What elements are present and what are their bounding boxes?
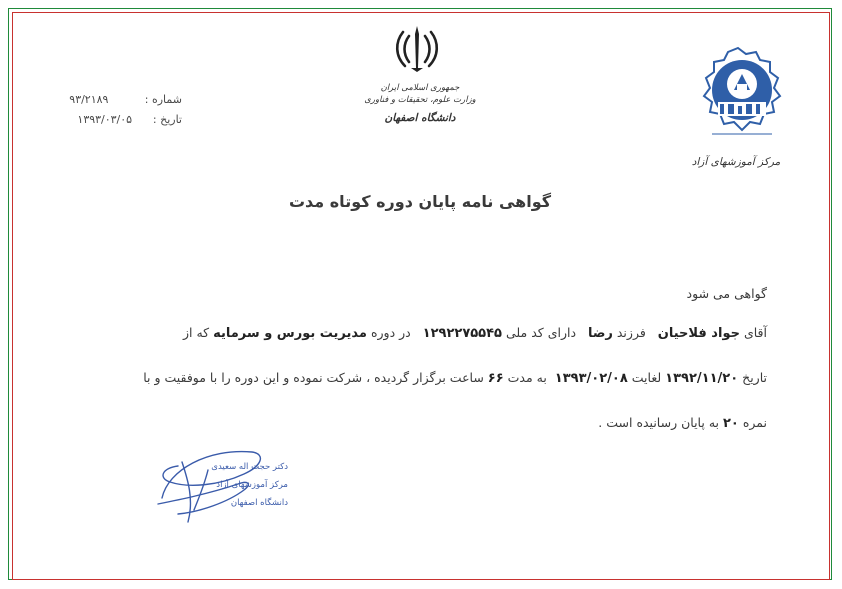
duration-label: به مدت xyxy=(507,370,547,385)
end-date: ۱۳۹۳/۰۲/۰۸ xyxy=(554,371,628,386)
ministry-line: وزارت علوم، تحقیقات و فناوری xyxy=(364,95,476,105)
body-line-3 xyxy=(67,415,767,431)
recipient-name: جواد فلاحیان xyxy=(657,326,740,341)
start-date: ۱۳۹۲/۱۱/۲۰ xyxy=(665,371,739,386)
letter-number xyxy=(69,93,182,106)
date-word: تاریخ xyxy=(742,370,767,385)
course-name: مدیریت بورس و سرمایه xyxy=(213,326,367,341)
national-id: ۱۲۹۲۲۷۵۵۴۵ xyxy=(422,326,502,341)
body-line-1 xyxy=(67,325,767,341)
mr-label: آقای xyxy=(743,325,767,340)
national-id-label: دارای کد ملی xyxy=(505,325,577,340)
republic-line: جمهوری اسلامی ایران xyxy=(380,83,460,93)
father-name: رضا xyxy=(587,326,613,341)
from-label: که از xyxy=(182,325,210,340)
date-value: ۱۳۹۳/۰۳/۰۵ xyxy=(77,113,133,126)
ministry-block xyxy=(360,82,480,129)
signatory-name: دکتر حجت اله سعیدی xyxy=(211,462,288,472)
body-line-2 xyxy=(67,370,767,386)
center-name: مرکز آموزشهای آزاد xyxy=(691,156,781,168)
signatory-university: دانشگاه اصفهان xyxy=(230,498,288,508)
university-logo xyxy=(690,46,786,154)
grade-value: ۲۰ xyxy=(722,416,739,431)
course-label: در دوره xyxy=(370,325,411,340)
closing-text: به پایان رسانیده است . xyxy=(598,415,719,430)
course-hours: ۶۶ xyxy=(487,371,504,386)
son-of-label: فرزند xyxy=(616,325,646,340)
grade-label: نمره xyxy=(742,415,767,430)
university-line: دانشگاه اصفهان xyxy=(384,112,456,124)
date-label: تاریخ : xyxy=(152,113,182,126)
number-label: شماره : xyxy=(144,93,182,106)
intro-text: گواهی می شود xyxy=(686,286,767,301)
intro-line xyxy=(67,286,767,301)
letter-date xyxy=(77,113,182,126)
signatory-center: مرکز آموزشهای آزاد xyxy=(216,480,288,490)
completion-text: ساعت برگزار گردیده ، شرکت نموده و این دوره را با موفقیت و با xyxy=(143,370,484,385)
iran-emblem-icon xyxy=(393,22,441,74)
until-label: لغایت xyxy=(631,370,662,385)
number-value: ۹۳/۲۱۸۹ xyxy=(69,93,109,106)
certificate-title: گواهی نامه پایان دوره کوتاه مدت xyxy=(288,192,552,211)
